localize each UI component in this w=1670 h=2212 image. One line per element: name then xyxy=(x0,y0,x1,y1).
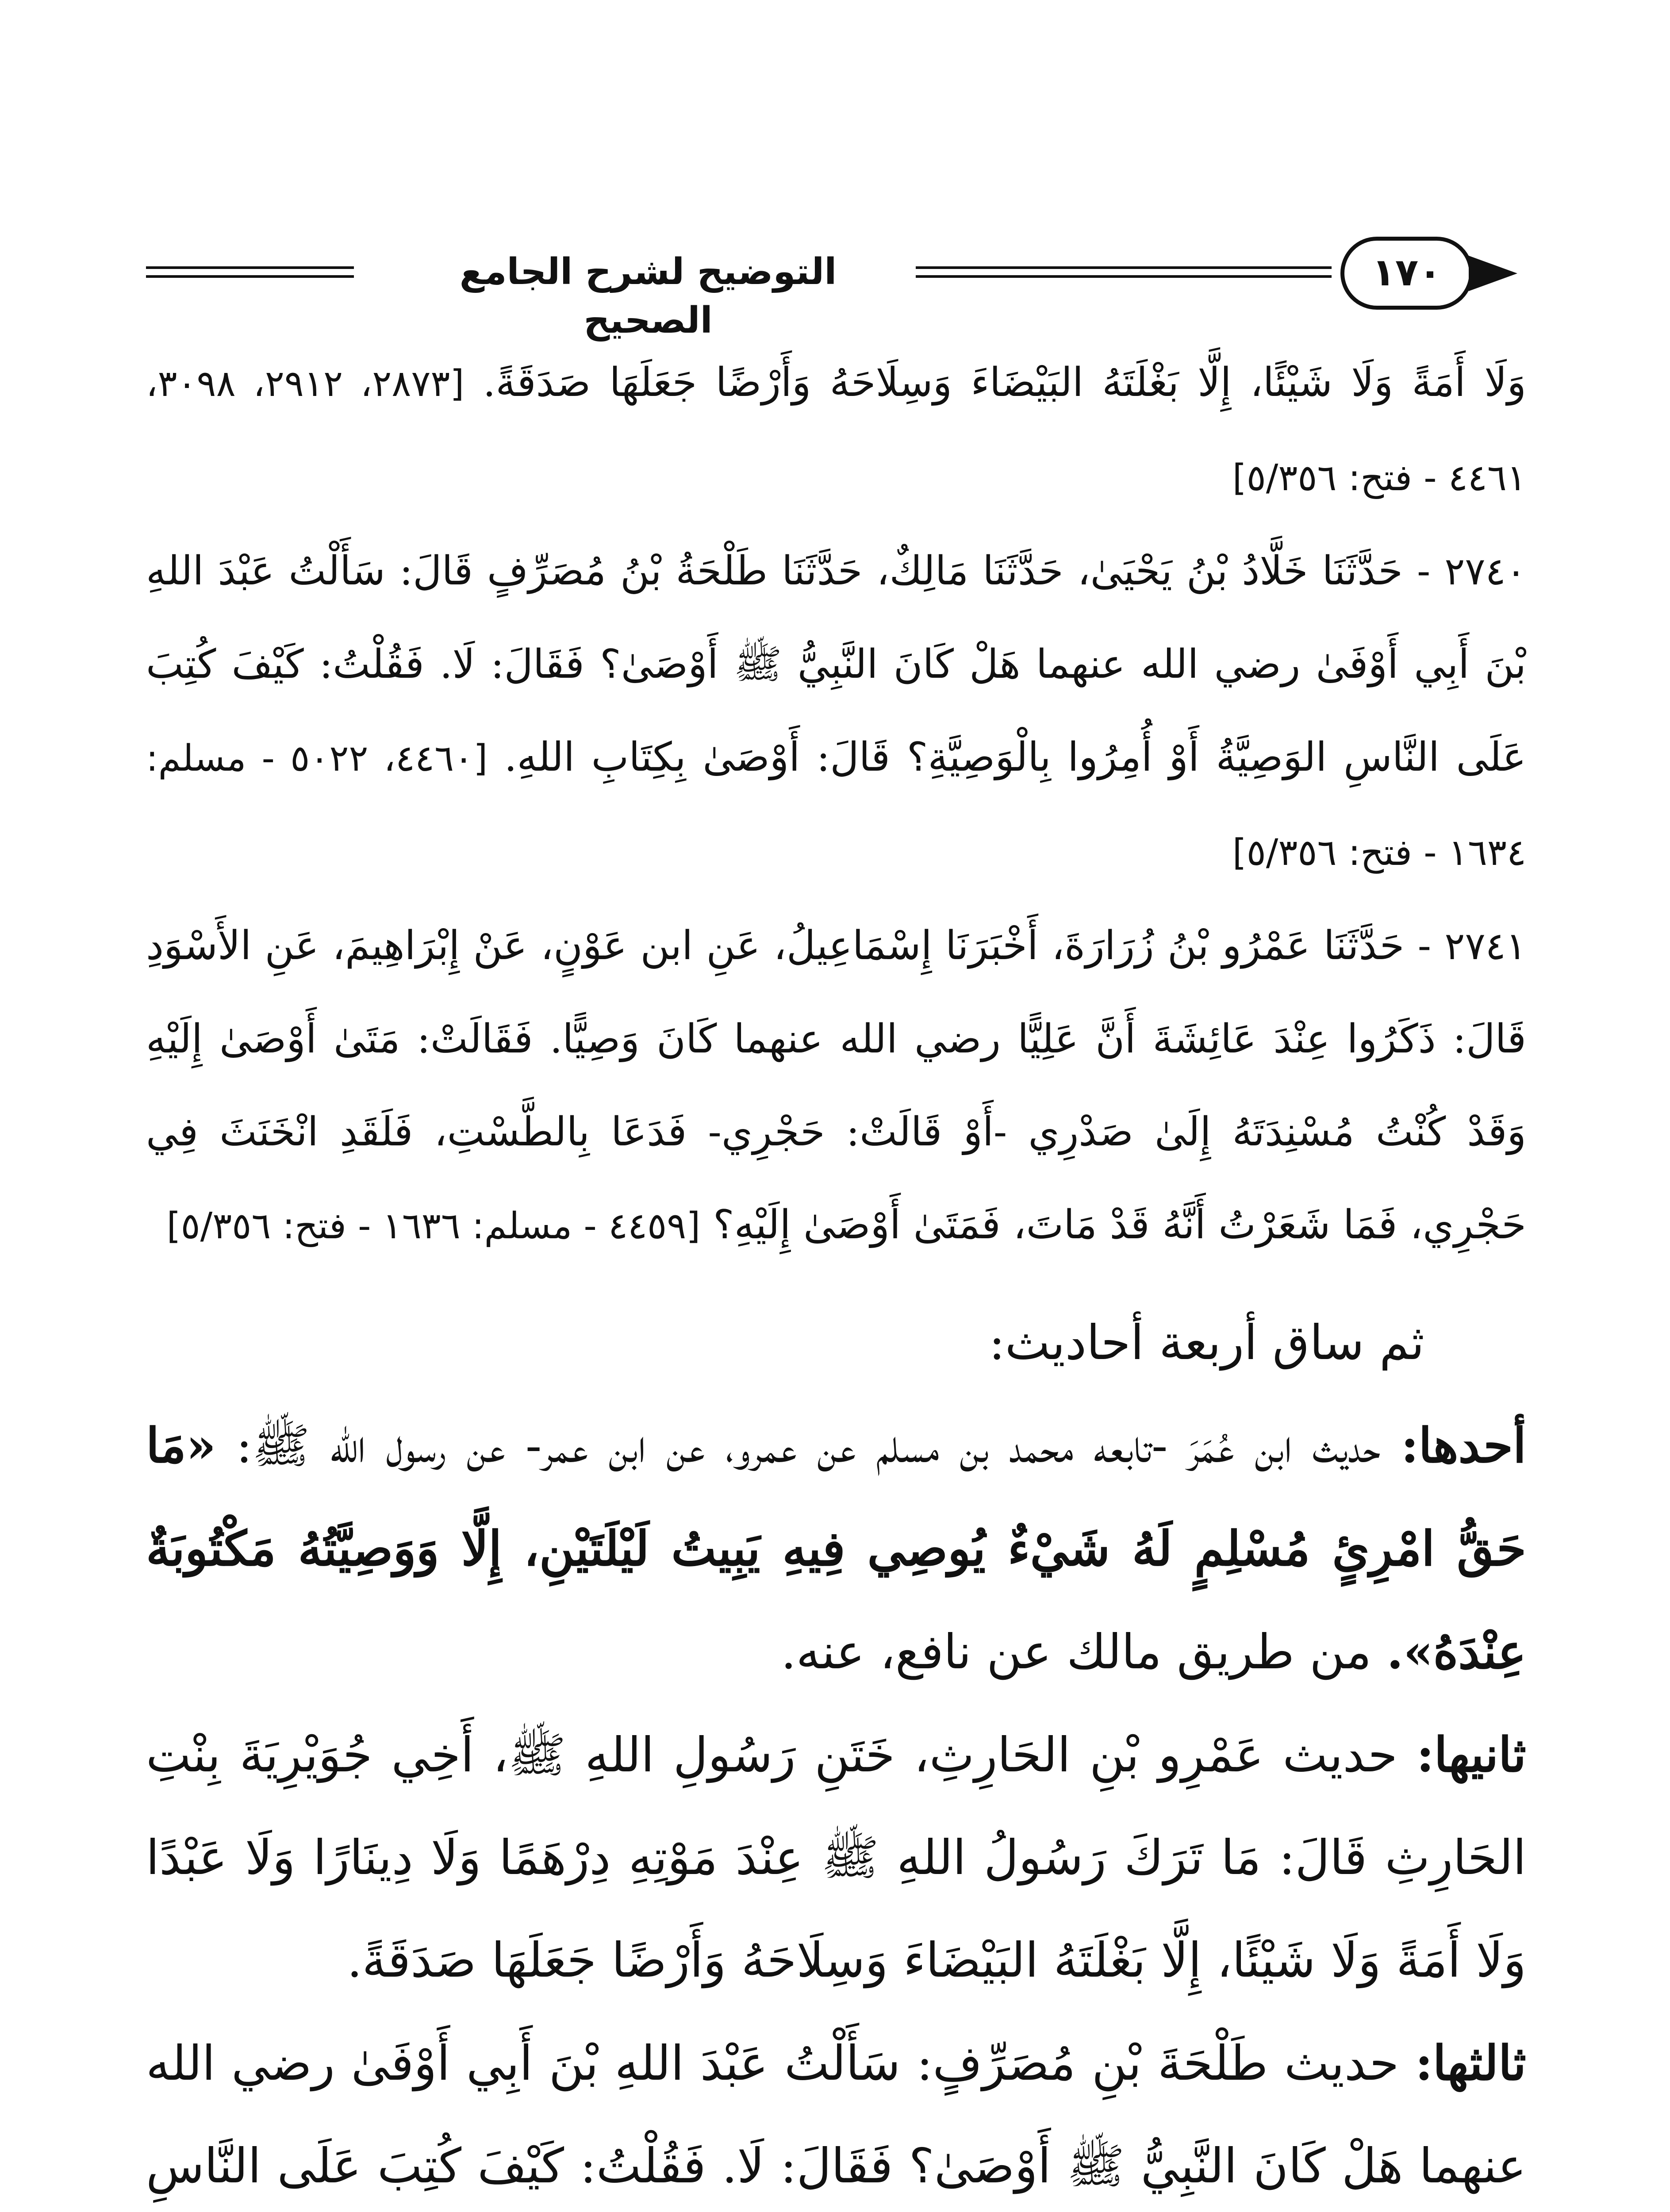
commentary-intro: ثم ساق أربعة أحاديث: xyxy=(989,1315,1424,1371)
book-title: التوضيح لشرح الجامع الصحيح xyxy=(459,251,837,342)
running-header xyxy=(146,230,1526,342)
hadith-2741 xyxy=(146,899,1526,1273)
paragraph-text-after: من طريق مالك عن نافع، عنه. xyxy=(781,1624,1387,1680)
header-rule-left xyxy=(146,266,354,278)
hadith-continuation-reference: [٢٨٧٣، ٢٩١٢، ٣٠٩٨، ٤٤٦١ - فتح: ٥/٣٥٦] xyxy=(146,363,1526,499)
hadith-number: ٢٧٤١ xyxy=(1444,924,1527,968)
paragraph-text: حديث ابن عُمَرَ -تابعه محمد بن مسلم عن عمرو، عن ابن عمر- عن رسول الله ﷺ: xyxy=(216,1418,1401,1474)
hadith-text: - حَدَّثَنَا خَلَّادُ بْنُ يَحْيَىٰ، حَدَّثَنَا مَالِكٌ، حَدَّثَنَا طَلْحَةُ بْنُ مُصَرِّفٍ قَالَ: سَأَلْتُ عَبْدَ اللهِ بْنَ أَبِي أَوْفَىٰ رضي الله عنهما هَلْ كَانَ النَّبِيُّ ﷺ أَوْصَىٰ؟ فَقَالَ: لَا. فَقُلْتُ: كَيْفَ كُتِبَ عَلَى النَّاسِ الوَصِيَّةُ أَوْ أُمِرُوا بِالْوَصِيَّةِ؟ قَالَ: أَوْصَىٰ بِكِتَابِ اللهِ. xyxy=(146,548,1527,780)
prophetic-quote: «مَا حَقُّ امْرِئٍ مُسْلِمٍ لَهُ شَيْءٌ يُوصِي فِيهِ يَبِيتُ لَيْلَتَيْنِ، إِلَّا وَوَصِيَّتُهُ مَكْتُوبَةٌ عِنْدَهُ». xyxy=(146,1418,1526,1680)
hadith-continuation xyxy=(146,336,1526,525)
hadith-text: - حَدَّثَنَا عَمْرُو بْنُ زُرَارَةَ، أَخْبَرَنَا إِسْمَاعِيلُ، عَنِ ابن عَوْنٍ، عَنْ إِبْرَاهِيمَ، عَنِ الأَسْوَدِ قَالَ: ذَكَرُوا عِنْدَ عَائِشَةَ أَنَّ عَلِيًّا رضي الله عنهما كَانَ وَصِيًّا. فَقَالَتْ: مَتَىٰ أَوْصَىٰ إِلَيْهِ وَقَدْ كُنْتُ مُسْنِدَتَهُ إِلَىٰ صَدْرِي -أَوْ قَالَتْ: حَجْرِي- فَدَعَا بِالطَّسْتِ، فَلَقَدِ انْخَنَثَ فِي حَجْرِي، فَمَا شَعَرْتُ أَنَّهُ قَدْ مَاتَ، فَمَتَىٰ أَوْصَىٰ إِلَيْهِ؟ xyxy=(146,922,1526,1248)
hadith-section xyxy=(146,336,1526,1273)
paragraph-lead: أحدها: xyxy=(1401,1418,1526,1474)
page-badge-pointer xyxy=(1469,256,1517,291)
page-number: ١٧٠ xyxy=(1340,237,1473,310)
hadith-reference: [٤٤٥٩ - مسلم: ١٦٣٦ - فتح: ٥/٣٥٦] xyxy=(166,1205,701,1247)
paragraph-text: حديث عَمْرِو بْنِ الحَارِثِ، خَتَنِ رَسُولِ اللهِ ﷺ، أَخِي جُوَيْرِيَةَ بِنْتِ الحَارِثِ قَالَ: مَا تَرَكَ رَسُولُ اللهِ ﷺ عِنْدَ مَوْتِهِ دِرْهَمًا وَلَا دِينَارًا وَلَا عَبْدًا وَلَا أَمَةً وَلَا شَيْئًا، إِلَّا بَغْلَتَهُ البَيْضَاءَ وَسِلَاحَهُ وَأَرْضًا جَعَلَهَا صَدَقَةً. xyxy=(146,1728,1526,1988)
paragraph-lead: ثالثها: xyxy=(1415,2035,1526,2091)
commentary-second xyxy=(146,1704,1526,2012)
header-rule-middle xyxy=(916,266,1332,278)
hadith-reference: [٤٤٦٠، ٥٠٢٢ - مسلم: ١٦٣٤ - فتح: ٥/٣٥٦] xyxy=(146,737,1526,874)
commentary-first xyxy=(146,1394,1526,1704)
hadith-2740 xyxy=(146,525,1526,899)
hadith-continuation-text: وَلَا أَمَةً وَلَا شَيْئًا، إِلَّا بَغْلَتَهُ البَيْضَاءَ وَسِلَاحَهُ وَأَرْضًا جَعَلَهَا صَدَقَةً. xyxy=(483,359,1526,406)
paragraph-text: حديث طَلْحَةَ بْنِ مُصَرِّفٍ: سَأَلْتُ عَبْدَ اللهِ بْنَ أَبِي أَوْفَىٰ رضي الله عنهما هَلْ كَانَ النَّبِيُّ ﷺ أَوْصَىٰ؟ فَقَالَ: لَا. فَقُلْتُ: كَيْفَ كُتِبَ عَلَى النَّاسِ xyxy=(146,2036,1526,2194)
paragraph-lead: ثانيها: xyxy=(1416,1727,1526,1783)
commentary-third xyxy=(146,2012,1526,2212)
commentary-section xyxy=(146,1292,1526,2212)
hadith-number: ٢٧٤٠ xyxy=(1444,549,1526,594)
